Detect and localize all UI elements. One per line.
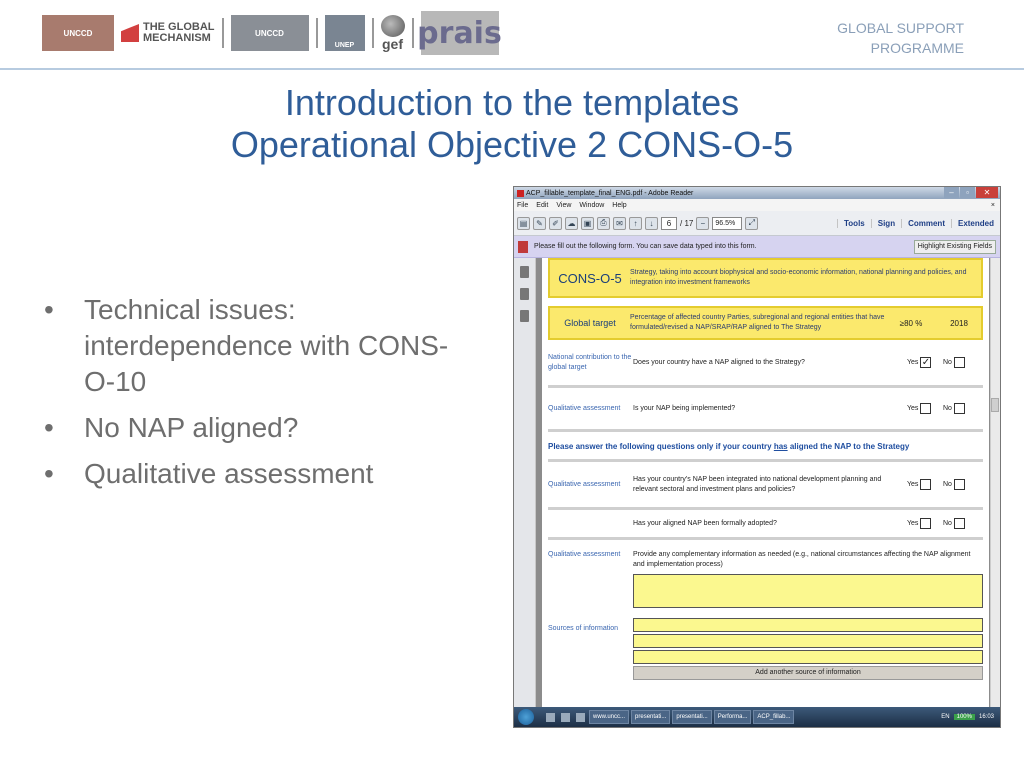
programme-label-line-1: GLOBAL SUPPORT: [837, 20, 964, 36]
conditional-notice: [548, 432, 983, 462]
header-divider: [0, 68, 1024, 70]
taskbar-item[interactable]: presentati...: [631, 710, 670, 724]
vertical-scrollbar[interactable]: [990, 258, 1000, 717]
complementary-info-row: [548, 540, 983, 574]
global-target-text: Percentage of affected country Parties, subregional and regional entities that have formulated/revised a NAP/SRAP/RAP aligned to The Strategy: [630, 314, 885, 331]
question-text: Is your NAP being implemented?: [633, 404, 736, 412]
programme-label-line-2: PROGRAMME: [870, 40, 964, 56]
create-icon[interactable]: ✎: [533, 217, 546, 230]
no-label: No: [943, 405, 952, 412]
question-text: Provide any complementary information as needed (e.g., national circumstances affecting the NAP alignment and implementation process): [633, 551, 971, 568]
gef-logo: [381, 15, 405, 51]
taskbar-item[interactable]: ACP_fillab...: [753, 710, 794, 724]
yes-checkbox[interactable]: [920, 403, 931, 414]
form-icon: [518, 241, 528, 253]
question-label: National contribution to the global target: [548, 353, 632, 371]
gm-line-1: THE GLOBAL: [143, 21, 215, 33]
source-field[interactable]: [633, 650, 983, 664]
comment-pane-button[interactable]: Comment: [901, 219, 951, 228]
no-checkbox[interactable]: [954, 518, 965, 529]
logo-divider: [412, 18, 414, 48]
notice-text-pre: Please answer the following questions only if your country: [548, 442, 772, 451]
menu-view[interactable]: View: [556, 201, 572, 209]
logo-divider: [222, 18, 224, 48]
yes-label: Yes: [907, 481, 919, 488]
highlight-fields-button[interactable]: Highlight Existing Fields: [914, 240, 996, 254]
yes-checkbox[interactable]: ✓: [921, 357, 931, 368]
clock[interactable]: 16:03: [978, 714, 994, 720]
cons-label: CONS-O-5: [558, 270, 622, 286]
logo-divider: [316, 18, 318, 48]
global-mechanism-mark-icon: [121, 24, 139, 42]
form-notice-bar: [514, 236, 1000, 258]
sources-row: [548, 618, 983, 666]
window-title: ACP_fillable_template_final_ENG.pdf - Adobe Reader: [526, 189, 694, 197]
question-text: Does your country have a NAP aligned to the Strategy?: [633, 358, 805, 366]
quicklaunch-icon[interactable]: [576, 713, 585, 722]
form-notice-text: Please fill out the following form. You can save data typed into this form.: [534, 243, 757, 250]
bullet-item: • Technical issues: interdependence with CONS-O-10: [44, 292, 464, 400]
question-row: [548, 340, 983, 388]
save-icon[interactable]: ▣: [581, 217, 594, 230]
question-text: Has your country's NAP been integrated into national development planning and relevant sectoral and investment plans and policies?: [633, 475, 882, 493]
print-icon[interactable]: ⎙: [597, 217, 610, 230]
page-thumbnails-icon[interactable]: [520, 266, 529, 278]
no-checkbox[interactable]: [954, 403, 965, 414]
zoom-select[interactable]: 96.5%: [712, 217, 742, 230]
slide-title: [0, 82, 1024, 166]
add-source-button[interactable]: Add another source of information: [633, 666, 983, 680]
reader-toolbar: [514, 211, 1000, 236]
close-button[interactable]: ✕: [976, 187, 998, 198]
gm-line-2: MECHANISM: [143, 32, 211, 44]
bookmarks-icon[interactable]: [520, 288, 529, 300]
question-row: [548, 388, 983, 432]
page-total: / 17: [680, 218, 694, 228]
no-label: No: [943, 520, 952, 527]
quicklaunch-icon[interactable]: [546, 713, 555, 722]
global-target-row: [548, 306, 983, 340]
bullet-item: • No NAP aligned?: [44, 410, 464, 446]
global-mechanism-logo: [121, 22, 215, 44]
unccd-logo-2: UNCCD: [231, 15, 309, 51]
page-number-input[interactable]: 6: [661, 217, 677, 230]
sign-pane-button[interactable]: Sign: [871, 219, 901, 228]
global-target-pct: ≥80 %: [899, 318, 923, 328]
no-checkbox[interactable]: [954, 357, 965, 368]
navigation-pane: [514, 258, 536, 717]
start-button[interactable]: [518, 709, 534, 725]
question-label: Qualitative assessment: [548, 404, 621, 412]
no-label: No: [943, 359, 952, 366]
global-target-label: Global target: [564, 318, 616, 328]
taskbar-item[interactable]: presentati...: [672, 710, 711, 724]
document-area: [536, 258, 1000, 717]
logo-divider: [372, 18, 374, 48]
zoom-out-icon[interactable]: −: [696, 217, 709, 230]
menu-file[interactable]: File: [517, 201, 529, 209]
question-text: Has your aligned NAP been formally adopted?: [633, 519, 777, 527]
adobe-reader-screenshot: [513, 186, 1001, 728]
source-field[interactable]: [633, 634, 983, 648]
source-field[interactable]: [633, 618, 983, 632]
taskbar-item[interactable]: www.uncc...: [589, 710, 629, 724]
maximize-button[interactable]: ▫: [960, 187, 975, 198]
question-label: Qualitative assessment: [548, 480, 621, 488]
reader-titlebar: [514, 187, 1000, 199]
yes-label: Yes: [907, 520, 919, 527]
upload-icon[interactable]: ☁: [565, 217, 578, 230]
title-line-1: Introduction to the templates: [284, 82, 740, 123]
no-label: No: [943, 481, 952, 488]
fit-page-icon[interactable]: ⤢: [745, 217, 758, 230]
yes-label: Yes: [907, 359, 919, 366]
cons-text: Strategy, taking into account biophysical and socio-economic information, national planning and policies, and integration into investment frameworks: [630, 269, 967, 286]
programme-label: [837, 18, 964, 58]
unccd-logo: UNCCD: [42, 15, 114, 51]
question-row: [548, 510, 983, 540]
extended-pane-button[interactable]: Extended: [951, 219, 1000, 228]
gef-logo-text: gef: [382, 36, 403, 52]
prais-logo: prais: [421, 11, 499, 55]
menu-help[interactable]: Help: [612, 201, 627, 209]
scrollbar-thumb[interactable]: [991, 398, 999, 412]
menu-edit[interactable]: Edit: [536, 201, 549, 209]
yes-checkbox[interactable]: [920, 518, 931, 529]
prev-page-icon[interactable]: ↑: [629, 217, 642, 230]
system-tray: [941, 714, 1000, 720]
open-icon[interactable]: ▤: [517, 217, 530, 230]
menu-window[interactable]: Window: [579, 201, 605, 209]
pdf-page: [542, 258, 989, 717]
partner-logos: [42, 10, 502, 56]
language-indicator[interactable]: EN: [941, 714, 950, 720]
no-checkbox[interactable]: [954, 479, 965, 490]
notice-text-post: aligned the NAP to the Strategy: [789, 442, 910, 451]
bullet-item: • Qualitative assessment: [44, 456, 464, 492]
yes-checkbox[interactable]: [920, 479, 931, 490]
attachments-icon[interactable]: [520, 310, 529, 322]
gef-globe-icon: [381, 15, 405, 37]
global-target-year: 2018: [950, 318, 968, 328]
email-icon[interactable]: ✉: [613, 217, 626, 230]
bullet-list: [44, 292, 464, 502]
close-document-icon[interactable]: ×: [990, 201, 995, 209]
menu-bar: [514, 199, 1000, 211]
cons-header-row: [548, 258, 983, 298]
question-label: Sources of information: [548, 625, 619, 632]
yes-label: Yes: [907, 405, 919, 412]
tools-pane-button[interactable]: Tools: [837, 219, 871, 228]
zoom-indicator[interactable]: 100%: [954, 714, 975, 720]
title-line-2: Operational Objective 2 CONS-O-5: [230, 124, 794, 165]
edit-icon[interactable]: ✐: [549, 217, 562, 230]
windows-taskbar: [514, 707, 1000, 727]
next-page-icon[interactable]: ↓: [645, 217, 658, 230]
question-label: Qualitative assessment: [548, 551, 621, 558]
quicklaunch-icon[interactable]: [561, 713, 570, 722]
taskbar-item[interactable]: Performa...: [714, 710, 752, 724]
pdf-icon: [517, 190, 524, 197]
question-row: [548, 462, 983, 510]
complementary-info-field[interactable]: [633, 574, 983, 608]
minimize-button[interactable]: –: [944, 187, 959, 198]
unep-logo: UNEP: [325, 15, 365, 51]
notice-text-has: has: [773, 442, 788, 451]
